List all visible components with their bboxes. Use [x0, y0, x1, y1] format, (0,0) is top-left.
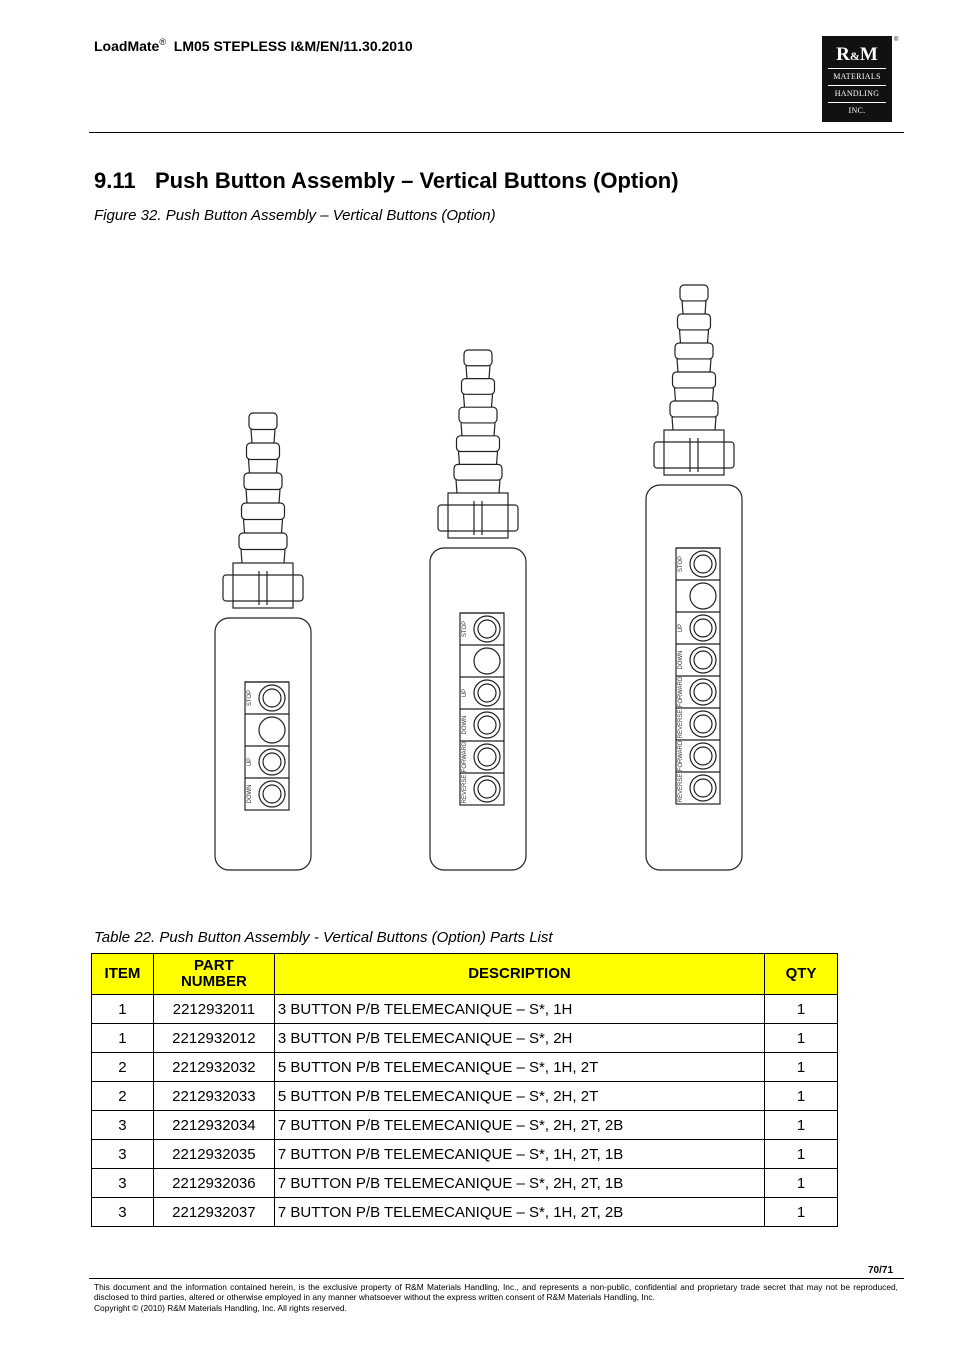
cell-item: 1	[92, 995, 154, 1024]
cable-edge	[464, 394, 465, 407]
logo-divider	[828, 85, 886, 86]
cable-edge	[274, 430, 275, 444]
section-number: 9.11	[94, 168, 136, 193]
col-header-part-number	[153, 954, 274, 995]
cable-edge	[461, 423, 462, 436]
cable-ring	[675, 343, 713, 359]
logo-line-1: MATERIALS	[833, 72, 881, 81]
logo-r: R	[836, 44, 850, 65]
cable-ring	[459, 407, 497, 423]
cell-description: 5 BUTTON P/B TELEMECANIQUE – S*, 2H, 2T	[274, 1082, 764, 1111]
cable-edge	[456, 480, 457, 493]
logo-divider	[828, 102, 886, 103]
button-label: UP	[462, 688, 468, 698]
col-header-qty: QTY	[765, 954, 838, 995]
cable-edge	[499, 480, 500, 493]
button-label: FORWARD	[678, 676, 684, 708]
cable-ring	[247, 443, 280, 460]
col-header-item: ITEM	[92, 954, 154, 995]
table-row	[92, 1169, 838, 1198]
cell-part-number: 2212932032	[153, 1053, 274, 1082]
col-header-description: DESCRIPTION	[274, 954, 764, 995]
cable-edge	[489, 366, 490, 379]
cell-description: 5 BUTTON P/B TELEMECANIQUE – S*, 1H, 2T	[274, 1053, 764, 1082]
brand-name: LoadMate	[94, 38, 160, 54]
cable-ring	[670, 401, 718, 417]
cable-edge	[284, 550, 285, 564]
cable-edge	[492, 394, 493, 407]
button-label: FORWARD	[462, 741, 468, 773]
button-inner-ring	[694, 747, 712, 765]
push-button	[259, 717, 285, 743]
logo-divider	[828, 68, 886, 69]
doc-code: LM05 STEPLESS I&M/EN/11.30.2010	[173, 38, 413, 54]
cable-edge	[459, 452, 460, 465]
footer-divider	[89, 1278, 904, 1279]
button-label: DOWN	[678, 650, 684, 670]
logo-registered-mark: ®	[894, 37, 899, 43]
cell-item: 1	[92, 1024, 154, 1053]
logo-monogram	[822, 44, 892, 66]
cable-edge	[241, 550, 242, 564]
cable-edge	[244, 520, 245, 534]
push-button	[690, 583, 716, 609]
table-row	[92, 1082, 838, 1111]
cable-ring	[244, 473, 282, 490]
table-row	[92, 1140, 838, 1169]
page-number: 70/71	[868, 1265, 894, 1276]
part-header-line-1: PART	[194, 957, 234, 974]
logo-m: M	[859, 44, 878, 65]
button-inner-ring	[478, 780, 496, 798]
section-title: Push Button Assembly – Vertical Buttons (Option)	[155, 168, 679, 193]
button-label: DOWN	[462, 715, 468, 735]
button-label: REVERSE	[678, 709, 684, 739]
cell-item: 3	[92, 1111, 154, 1140]
pendant-body	[646, 485, 742, 870]
push-button	[474, 648, 500, 674]
cable-edge	[682, 301, 683, 314]
cable-edge	[277, 460, 278, 474]
cell-description: 7 BUTTON P/B TELEMECANIQUE – S*, 2H, 2T, 2B	[274, 1111, 764, 1140]
cell-qty: 1	[765, 1024, 838, 1053]
cable-gland	[654, 442, 734, 468]
button-inner-ring	[478, 684, 496, 702]
logo-amp: &	[849, 49, 860, 63]
document-header	[94, 37, 413, 54]
cable-edge	[251, 430, 252, 444]
confidentiality-notice: This document and the information contained herein, is the exclusive property of R&M Materials Handling, Inc., and represents a non-public, confidential and proprietary trade secret that may not be reproduced, disclosed to third parties, altered or otherwise employed in any manner whatsoever without the express written consent of R&M Materials Handling, Inc.	[94, 1282, 898, 1302]
cell-description: 7 BUTTON P/B TELEMECANIQUE – S*, 2H, 2T, 1B	[274, 1169, 764, 1198]
cable-edge	[282, 520, 283, 534]
logo-line-2: HANDLING	[834, 89, 880, 98]
cell-part-number: 2212932035	[153, 1140, 274, 1169]
cell-qty: 1	[765, 1111, 838, 1140]
button-label: STOP	[678, 555, 684, 573]
section-heading	[94, 168, 679, 194]
cable-edge	[677, 359, 678, 372]
cell-item: 2	[92, 1082, 154, 1111]
cable-ring	[464, 350, 492, 366]
part-header-line-2: NUMBER	[180, 973, 247, 990]
button-inner-ring	[263, 753, 281, 771]
button-inner-ring	[263, 689, 281, 707]
cable-edge	[249, 460, 250, 474]
button-inner-ring	[694, 683, 712, 701]
cable-ring	[242, 503, 285, 520]
cable-edge	[708, 330, 709, 343]
cable-gland	[438, 505, 518, 531]
pendant-figure	[200, 280, 760, 880]
table-row	[92, 995, 838, 1024]
cell-part-number: 2212932036	[153, 1169, 274, 1198]
cable-edge	[466, 366, 467, 379]
cable-ring	[239, 533, 287, 550]
cell-description: 3 BUTTON P/B TELEMECANIQUE – S*, 1H	[274, 995, 764, 1024]
cable-gland	[223, 575, 303, 601]
cable-ring	[678, 314, 711, 330]
button-inner-ring	[694, 619, 712, 637]
cell-qty: 1	[765, 1198, 838, 1227]
cable-ring	[457, 436, 500, 452]
button-label: UP	[678, 623, 684, 633]
cell-part-number: 2212932037	[153, 1198, 274, 1227]
button-inner-ring	[694, 651, 712, 669]
button-label: STOP	[247, 689, 253, 707]
button-inner-ring	[694, 555, 712, 573]
button-label: REVERSE	[462, 774, 468, 804]
cell-part-number: 2212932033	[153, 1082, 274, 1111]
cell-description: 7 BUTTON P/B TELEMECANIQUE – S*, 1H, 2T, 2B	[274, 1198, 764, 1227]
cable-edge	[279, 490, 280, 504]
cell-qty: 1	[765, 1169, 838, 1198]
cable-edge	[675, 388, 676, 401]
cable-ring	[673, 372, 716, 388]
parts-table	[91, 953, 838, 1227]
table-row	[92, 1053, 838, 1082]
cable-edge	[680, 330, 681, 343]
cell-part-number: 2212932034	[153, 1111, 274, 1140]
cell-description: 7 BUTTON P/B TELEMECANIQUE – S*, 1H, 2T, 1B	[274, 1140, 764, 1169]
cell-item: 2	[92, 1053, 154, 1082]
header-divider	[89, 132, 904, 133]
cell-qty: 1	[765, 995, 838, 1024]
cell-qty: 1	[765, 1140, 838, 1169]
table-row	[92, 1024, 838, 1053]
cable-edge	[715, 417, 716, 430]
button-label: STOP	[462, 620, 468, 638]
cell-item: 3	[92, 1169, 154, 1198]
cable-edge	[710, 359, 711, 372]
copyright-notice: Copyright © (2010) R&M Materials Handling, Inc. All rights reserved.	[94, 1303, 347, 1313]
cell-part-number: 2212932012	[153, 1024, 274, 1053]
logo-line-3: INC.	[848, 106, 866, 115]
cable-ring	[454, 464, 502, 480]
figure-caption: Figure 32. Push Button Assembly – Vertical Buttons (Option)	[94, 207, 496, 224]
button-inner-ring	[263, 785, 281, 803]
cable-ring	[249, 413, 277, 430]
cell-item: 3	[92, 1198, 154, 1227]
table-header-row	[92, 954, 838, 995]
cable-edge	[497, 452, 498, 465]
pendant-body	[215, 618, 311, 870]
cable-ring	[680, 285, 708, 301]
cable-edge	[246, 490, 247, 504]
cable-ring	[462, 379, 495, 395]
cable-edge	[672, 417, 673, 430]
button-inner-ring	[478, 620, 496, 638]
cable-edge	[494, 423, 495, 436]
button-label: REVERSE	[678, 773, 684, 803]
brand-registered-mark: ®	[159, 37, 166, 47]
table-row	[92, 1111, 838, 1140]
button-inner-ring	[694, 779, 712, 797]
table-caption: Table 22. Push Button Assembly - Vertical Buttons (Option) Parts List	[94, 929, 553, 946]
cell-part-number: 2212932011	[153, 995, 274, 1024]
cell-qty: 1	[765, 1082, 838, 1111]
button-label: UP	[247, 757, 253, 767]
button-inner-ring	[694, 715, 712, 733]
button-label: DOWN	[247, 784, 253, 804]
button-inner-ring	[478, 748, 496, 766]
cell-description: 3 BUTTON P/B TELEMECANIQUE – S*, 2H	[274, 1024, 764, 1053]
cell-qty: 1	[765, 1053, 838, 1082]
cable-edge	[713, 388, 714, 401]
rm-logo	[822, 36, 892, 122]
table-row	[92, 1198, 838, 1227]
button-label: FORWARD	[678, 740, 684, 772]
cable-edge	[705, 301, 706, 314]
cell-item: 3	[92, 1140, 154, 1169]
button-inner-ring	[478, 716, 496, 734]
